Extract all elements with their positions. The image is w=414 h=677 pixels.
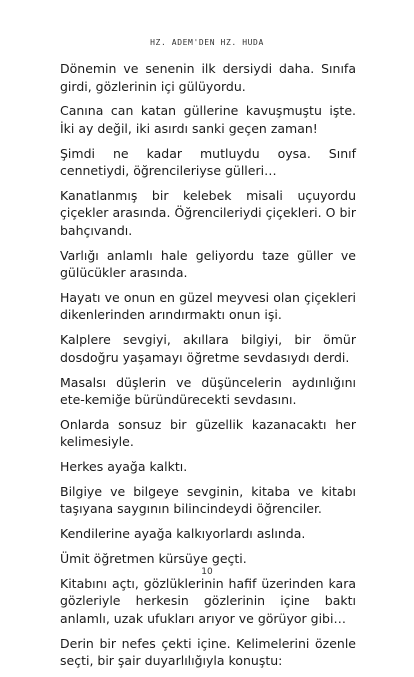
paragraph: Canına can katan güllerine kavuşmuştu işte. İki ay değil, iki asırdı sanki geçen zaman!: [60, 103, 356, 136]
page-number: 10: [201, 567, 213, 577]
paragraph: Varlığı anlamlı hale geliyordu taze güller ve gülücükler arasında.: [60, 247, 356, 281]
paragraph: Masalsı düşlerin ve düşüncelerin aydınlığını ete-kemiğe büründürecekti sevdasını.: [60, 374, 356, 408]
paragraph: Kalplere sevgiyi, akıllara bilgiyi, bir ömür dosdoğru yaşamayı öğretme sevdasıydı derdi.: [60, 332, 356, 365]
paragraph: Ümit öğretmen kürsüye geçti.: [60, 551, 247, 567]
paragraph: Derin bir nefes çekti içine. Kelimelerini özenle seçti, bir şair duyarlılığıyla konuştu:: [60, 635, 356, 669]
paragraph: Herkes ayağa kalktı.: [60, 459, 188, 475]
paragraph: Bilgiye ve bilgeye sevginin, kitaba ve kitabı taşıyana saygının bilincindeydi öğrenciler.: [60, 483, 356, 517]
paragraph: Hayatı ve onun en güzel meyvesi olan çiçekleri dikenlerinden arındırmaktı onun işi.: [60, 289, 356, 323]
running-head: HZ. ADEM'DEN HZ. HUDA: [150, 38, 264, 47]
paragraph: Şimdi ne kadar mutluydu oysa. Sınıf cennetiydi, öğrencileriyse gülleri…: [60, 145, 356, 179]
body-text: [60, 60, 356, 677]
paragraph: Kitabını açtı, gözlüklerinin hafif üzerinden kara gözleriyle herkesin gözlerinin içine baktı anlamlı, uzak ufukları arıyor ve görüyor gibi…: [60, 575, 356, 626]
paragraph: Kendilerine ayağa kalkıyorlardı aslında.: [60, 526, 306, 542]
paragraph: Onlarda sonsuz bir güzellik kazanacaktı her kelimesiyle.: [60, 416, 356, 450]
paragraph: Kanatlanmış bir kelebek misali uçuyordu çiçekler arasında. Öğrencileriydi çiçekleri. O bir bahçıvandı.: [60, 187, 356, 238]
paragraph: Dönemin ve senenin ilk dersiydi daha. Sınıfa girdi, gözlerinin içi gülüyordu.: [60, 61, 356, 94]
